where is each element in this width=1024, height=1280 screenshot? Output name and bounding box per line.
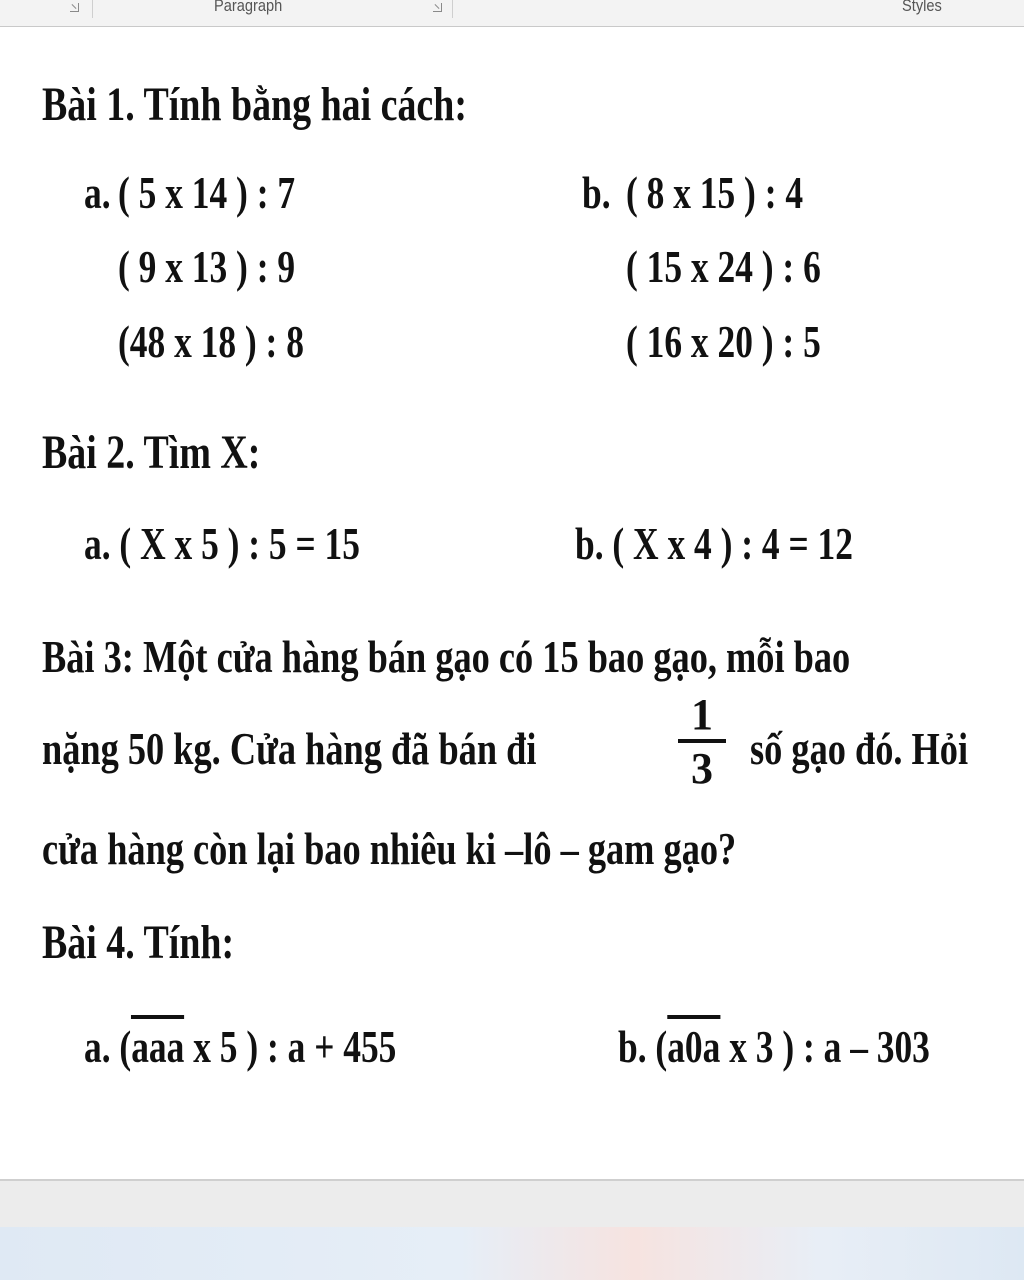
status-bar xyxy=(0,1179,1024,1229)
bai3-line-1: Bài 3: Một cửa hàng bán gạo có 15 bao gạo, mỗi bao xyxy=(42,631,851,682)
bai4-a-prefix: a. ( xyxy=(84,1021,132,1072)
bai3-line-3: cửa hàng còn lại bao nhiêu ki –lô – gam gạo? xyxy=(42,823,737,874)
paragraph-group-label: Paragraph xyxy=(214,0,283,15)
bai2-a-equation: a. ( X x 5 ) : 5 = 15 xyxy=(84,518,360,569)
bai1-b-label: b. xyxy=(582,167,611,218)
bai1-b2-expression: ( 15 x 24 ) : 6 xyxy=(626,241,821,292)
bai4-b-overlined-number: a0a xyxy=(667,1015,720,1072)
font-dialog-launcher-icon[interactable] xyxy=(70,3,79,12)
bai1-a-label: a. xyxy=(84,167,111,218)
paragraph-dialog-launcher-icon[interactable] xyxy=(433,3,442,12)
bai4-b-prefix: b. ( xyxy=(618,1021,668,1072)
desktop-background xyxy=(0,1227,1024,1280)
fraction-denominator: 3 xyxy=(691,744,713,793)
document-page[interactable] xyxy=(0,27,1024,1179)
bai2-b-equation: b. ( X x 4 ) : 4 = 12 xyxy=(575,518,853,569)
bai2-heading: Bài 2. Tìm X: xyxy=(42,426,261,479)
bai4-a-suffix: x 5 ) : a + 455 xyxy=(184,1021,397,1072)
bai4-a-expression xyxy=(84,1020,396,1073)
bai1-a3-expression: (48 x 18 ) : 8 xyxy=(118,316,304,367)
bai3-line-2-after: số gạo đó. Hỏi xyxy=(750,723,969,774)
bai1-b1-expression: ( 8 x 15 ) : 4 xyxy=(626,167,804,218)
bai1-a2-expression: ( 9 x 13 ) : 9 xyxy=(118,241,296,292)
bai4-heading: Bài 4. Tính: xyxy=(42,916,235,969)
styles-group-label: Styles xyxy=(902,0,942,15)
bai1-heading: Bài 1. Tính bằng hai cách: xyxy=(42,78,467,131)
bai4-a-overlined-number: aaa xyxy=(131,1015,184,1072)
bai3-line-2-before: nặng 50 kg. Cửa hàng đã bán đi xyxy=(42,723,537,774)
fraction-bar xyxy=(678,739,726,743)
ribbon-separator xyxy=(92,0,93,18)
bai1-b3-expression: ( 16 x 20 ) : 5 xyxy=(626,316,821,367)
bai3-fraction xyxy=(678,690,726,793)
ribbon-group-labels xyxy=(0,0,1024,27)
bai4-b-expression xyxy=(618,1020,930,1073)
fraction-numerator: 1 xyxy=(691,690,713,739)
bai1-a1-expression: ( 5 x 14 ) : 7 xyxy=(118,167,296,218)
bai4-b-suffix: x 3 ) : a – 303 xyxy=(720,1021,930,1072)
ribbon-separator xyxy=(452,0,453,18)
